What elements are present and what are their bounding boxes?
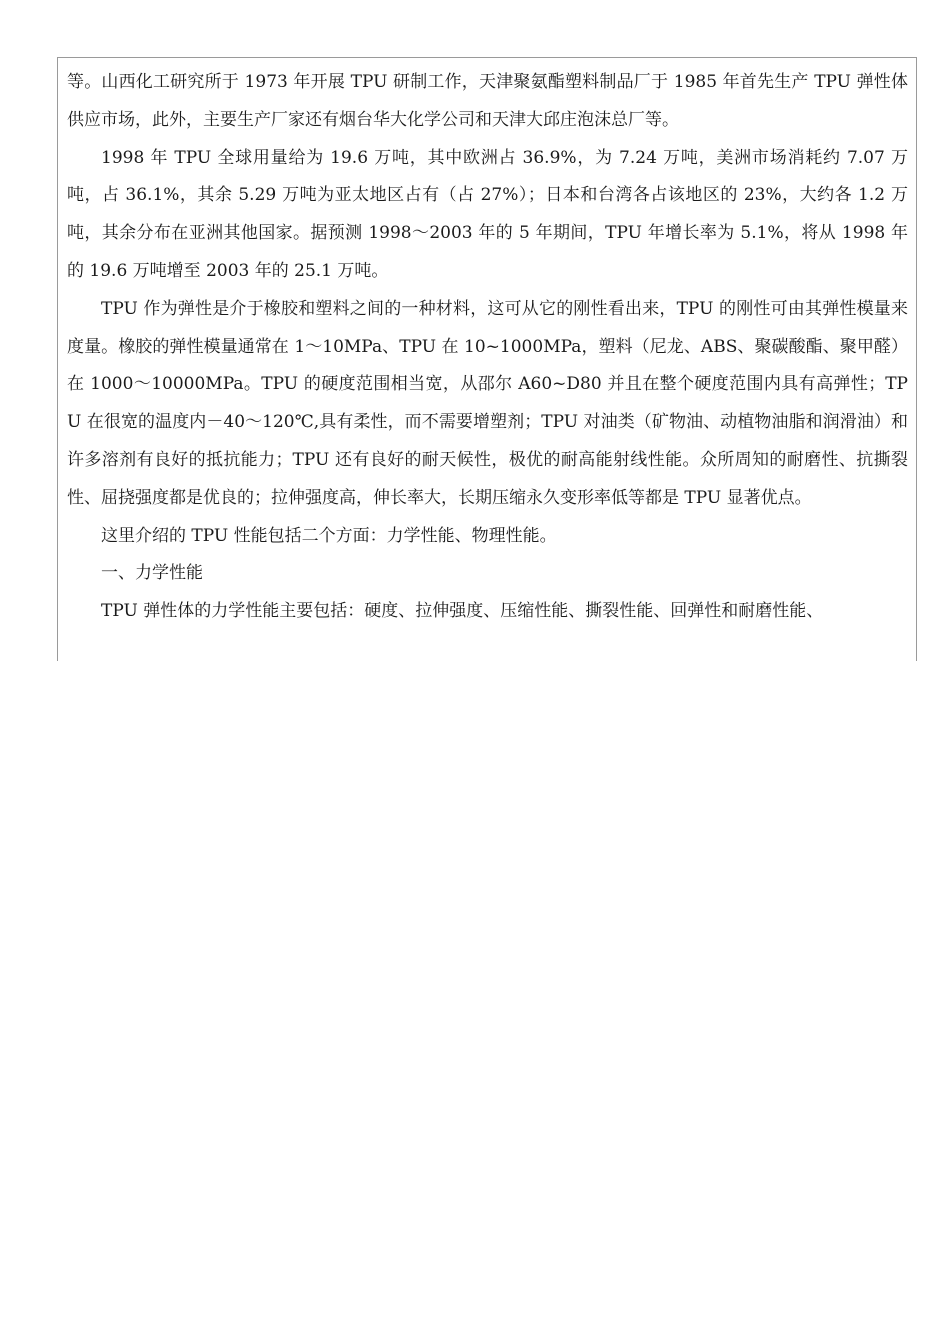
paragraph-performance-intro: 这里介绍的 TPU 性能包括二个方面：力学性能、物理性能。: [101, 525, 557, 546]
paragraph-global-usage-1998: 1998 年 TPU 全球用量给为 19.6 万吨，其中欧洲占 36.9%，为 7.24 万吨，美洲市场消耗约 7.07 万吨，占 36.1%，其余 5.29 万吨为亚太地区占有（占 27%）；日本和台湾各占该地区的 23%，大约各 1.2 万吨，其余分布在亚洲其他国家。据预测 1998～2003 年的 5 年期间，TPU 年增长率为 5.1%，将从 1998 年的 19.6 万吨增至 2003 年的 25.1 万吨。: [67, 147, 908, 281]
document-text-box: [57, 57, 917, 661]
paragraph-mechanical-properties: TPU 弹性体的力学性能主要包括：硬度、拉伸强度、压缩性能、撕裂性能、回弹性和耐磨性能、: [101, 601, 824, 622]
paragraph-tpu-properties-overview: TPU 作为弹性是介于橡胶和塑料之间的一种材料，这可从它的刚性看出来，TPU 的刚性可由其弹性模量来度量。橡胶的弹性模量通常在 1～10MPa、TPU 在 10~1000MPa，塑料（尼龙、ABS、聚碳酸酯、聚甲醛）在 1000～10000MPa。TPU 的硬度范围相当宽，从邵尔 A60~D80 并且在整个硬度范围内具有高弹性；TPU 在很宽的温度内－40～120℃,具有柔性，而不需要增塑剂；TPU 对油类（矿物油、动植物油脂和润滑油）和许多溶剂有良好的抵抗能力；TPU 还有良好的耐天候性，极优的耐高能射线性能。众所周知的耐磨性、抗撕裂性、屈挠强度都是优良的；拉伸强度高，伸长率大，长期压缩永久变形率低等都是 TPU 显著优点。: [67, 298, 908, 508]
section-heading-mechanical-properties: 一、力学性能: [101, 563, 203, 584]
paragraph-tpu-history-continued: 等。山西化工研究所于 1973 年开展 TPU 研制工作，天津聚氨酯塑料制品厂于 1985 年首先生产 TPU 弹性体供应市场，此外，主要生产厂家还有烟台华大化学公司和天津大邱庄泡沫总厂等。: [67, 72, 908, 130]
